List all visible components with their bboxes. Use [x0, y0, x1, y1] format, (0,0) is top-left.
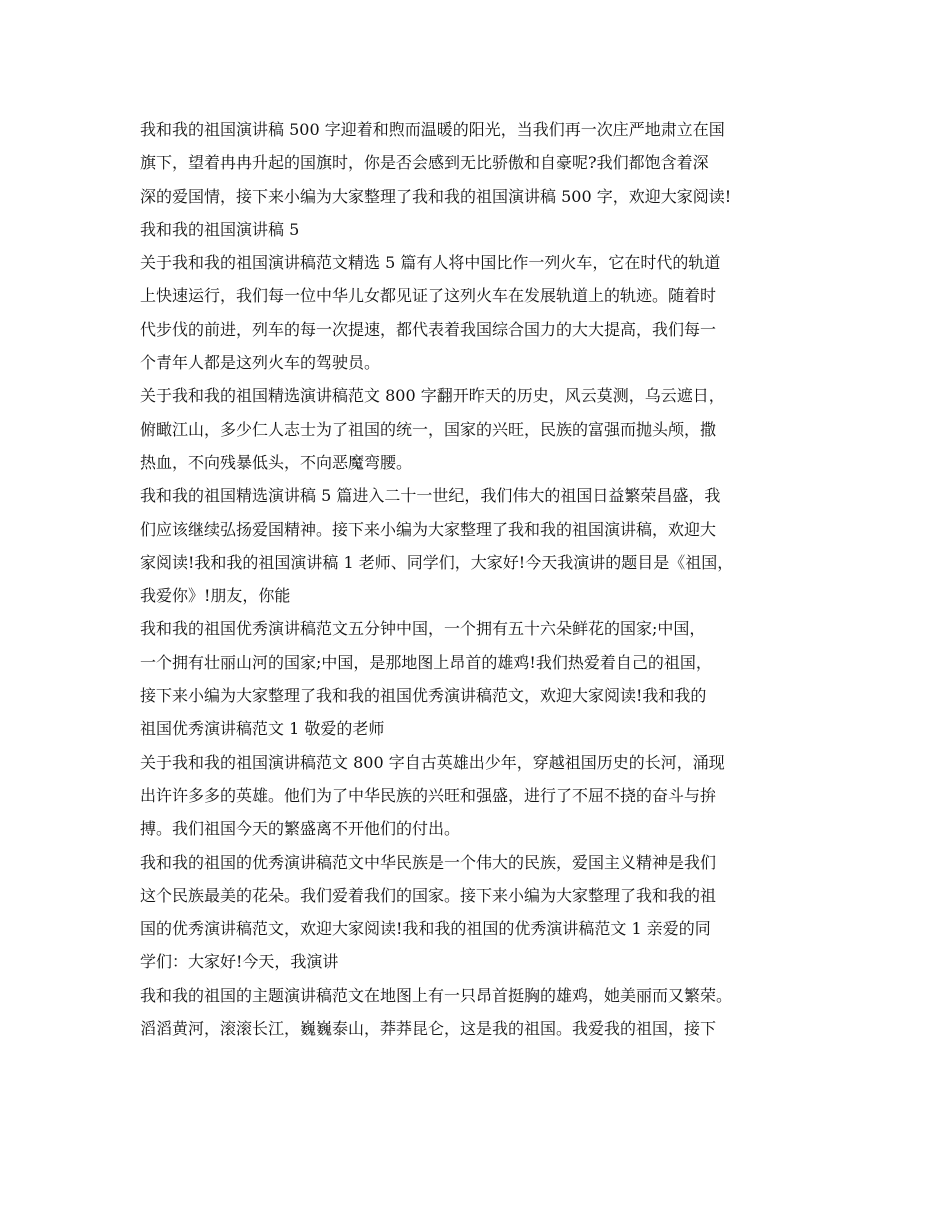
text-line: 代步伐的前进，列车的每一次提速，都代表着我国综合国力的大大提高，我们每一: [140, 319, 717, 339]
text-line: 我和我的祖国演讲稿 500 字迎着和煦而温暖的阳光，当我们再一次庄严地肃立在国: [140, 120, 725, 139]
text-line: 国的优秀演讲稿范文，欢迎大家阅读!我和我的祖国的优秀演讲稿范文 1 亲爱的同: [140, 919, 711, 939]
text-line: 一个拥有壮丽山河的国家;中国，是那地图上昂首的雄鸡!我们热爱着自己的祖国，: [140, 652, 712, 672]
text-line: 学们：大家好!今天，我演讲: [140, 952, 339, 972]
text-line: 我和我的祖国优秀演讲稿范文五分钟中国，一个拥有五十六朵鲜花的国家;中国，: [140, 619, 706, 639]
text-line: 旗下，望着冉冉升起的国旗时，你是否会感到无比骄傲和自豪呢?我们都饱含着深: [140, 153, 709, 173]
text-line: 我和我的祖国演讲稿 5: [140, 219, 300, 239]
text-line: 关于我和我的祖国演讲稿范文 800 字自古英雄出少年，穿越祖国历史的长河，涌现: [140, 752, 725, 772]
text-line: 这个民族最美的花朵。我们爱着我们的国家。接下来小编为大家整理了我和我的祖: [140, 885, 717, 905]
text-line: 我和我的祖国精选演讲稿 5 篇进入二十一世纪，我们伟大的祖国日益繁荣昌盛，我: [140, 486, 721, 506]
text-line: 俯瞰江山，多少仁人志士为了祖国的统一，国家的兴旺，民族的富强而抛头颅，撒: [140, 419, 717, 439]
text-line: 个青年人都是这列火车的驾驶员。: [140, 353, 381, 373]
text-line: 们应该继续弘扬爱国精神。接下来小编为大家整理了我和我的祖国演讲稿，欢迎大: [140, 519, 717, 539]
text-line: 关于我和我的祖国演讲稿范文精选 5 篇有人将中国比作一列火车，它在时代的轨道: [140, 253, 721, 273]
text-line: 热血，不向残暴低头，不向恶魔弯腰。: [140, 452, 413, 472]
text-line: 出许许多多的英雄。他们为了中华民族的兴旺和强盛，进行了不屈不挠的奋斗与拚: [140, 785, 717, 805]
text-line: 搏。我们祖国今天的繁盛离不开他们的付出。: [140, 819, 461, 839]
text-line: 祖国优秀演讲稿范文 1 敬爱的老师: [140, 719, 385, 739]
text-line: 家阅读!我和我的祖国演讲稿 1 老师、同学们，大家好!今天我演讲的题目是《祖国，: [140, 552, 734, 572]
text-line: 上快速运行，我们每一位中华儿女都见证了这列火车在发展轨道上的轨迹。随着时: [140, 286, 717, 306]
text-line: 滔滔黄河，滚滚长江，巍巍泰山，莽莽昆仑，这是我的祖国。我爱我的祖国，接下: [140, 1019, 717, 1039]
text-line: 接下来小编为大家整理了我和我的祖国优秀演讲稿范文，欢迎大家阅读!我和我的: [140, 686, 707, 706]
text-line: 我和我的祖国的优秀演讲稿范文中华民族是一个伟大的民族，爱国主义精神是我们: [140, 852, 717, 872]
text-line: 关于我和我的祖国精选演讲稿范文 800 字翻开昨天的历史，风云莫测，乌云遮日，: [140, 386, 725, 406]
document-body: [140, 113, 815, 1045]
text-line: 我和我的祖国的主题演讲稿范文在地图上有一只昂首挺胸的雄鸡，她美丽而又繁荣。: [140, 985, 733, 1005]
text-line: 我爱你》!朋友，你能: [140, 586, 291, 606]
text-line: 深的爱国情，接下来小编为大家整理了我和我的祖国演讲稿 500 字，欢迎大家阅读!: [140, 186, 732, 206]
